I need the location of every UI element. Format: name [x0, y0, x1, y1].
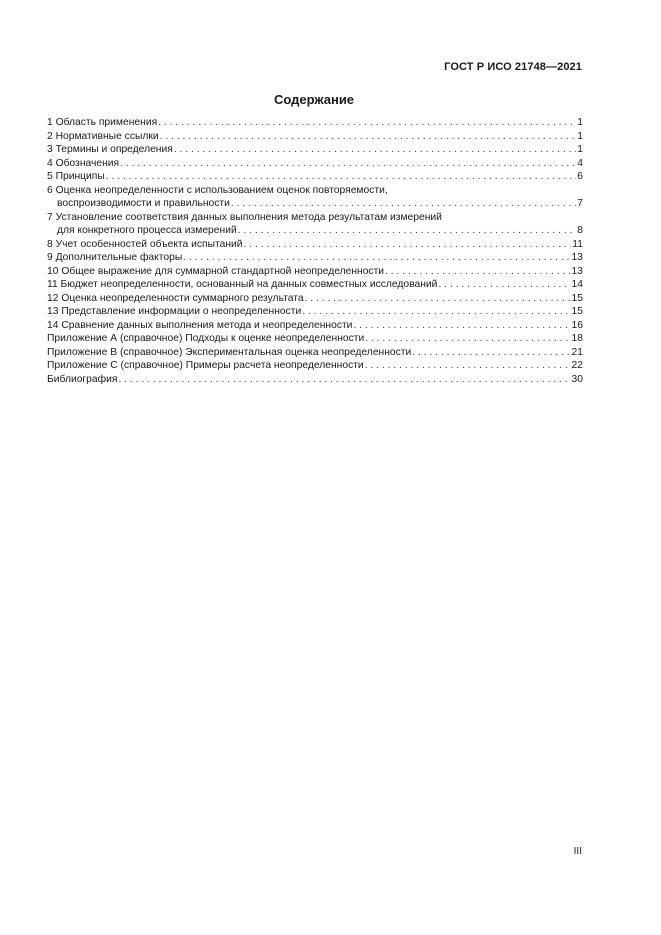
toc-dot-leader [120, 157, 576, 171]
toc-entry-title: 1 Область применения [47, 117, 158, 128]
toc-entry-page: 13 [571, 265, 583, 277]
toc-entry-page: 6 [577, 171, 583, 182]
toc-dot-leader [244, 238, 572, 252]
toc-entry[interactable] [47, 130, 583, 144]
toc-entry-line [47, 238, 583, 252]
toc-entry-line [47, 332, 583, 346]
toc-entry-line [47, 278, 583, 292]
toc-dot-leader [183, 251, 570, 265]
toc-entry-title: 2 Нормативные ссылки [47, 130, 159, 142]
toc-entry-line [47, 197, 583, 211]
toc-entry-page: 30 [571, 373, 583, 385]
toc-entry-title: Приложение С (справочное) Примеры расчета неопределенности [47, 360, 364, 371]
toc-dot-leader [385, 265, 570, 279]
toc-entry-line [47, 211, 583, 225]
toc-entry-line [47, 292, 583, 306]
toc-entry[interactable] [47, 143, 583, 157]
toc-entry-page: 13 [571, 252, 583, 263]
toc-dot-leader [438, 278, 570, 292]
toc-dot-leader [231, 197, 576, 211]
toc-entry-title: 8 Учет особенностей объекта испытаний [47, 238, 243, 250]
toc-entry-title: 4 Обозначения [47, 157, 120, 169]
toc-entry-title: 6 Оценка неопределенности с использованием оценок повторяемости, [47, 184, 388, 196]
toc-entry-page: 16 [571, 319, 583, 331]
toc-entry-line [47, 346, 583, 360]
toc-entry[interactable] [47, 346, 583, 360]
toc-entry-line [47, 305, 583, 319]
toc-entry-page: 15 [571, 306, 583, 317]
toc-entry[interactable] [47, 184, 583, 211]
toc-entry-line [47, 184, 583, 198]
toc-entry[interactable] [47, 170, 583, 184]
toc-entry-page: 7 [577, 198, 583, 209]
toc-entry-line [47, 373, 583, 387]
toc-entry-page: 1 [577, 144, 583, 155]
toc-entry-title: 13 Представление информации о неопределенности [47, 306, 302, 317]
toc-entry-line [47, 116, 583, 130]
toc-entry[interactable] [47, 211, 583, 238]
toc-dot-leader [160, 130, 577, 144]
toc-entry[interactable] [47, 305, 583, 319]
toc-dot-leader [365, 359, 571, 373]
toc-entry-page: 22 [571, 360, 583, 371]
toc-entry-page: 1 [577, 130, 583, 142]
toc-entry-line [47, 170, 583, 184]
toc-entry-page: 1 [577, 117, 583, 128]
toc-entry-page: 8 [577, 225, 583, 236]
toc-entry-line [47, 359, 583, 373]
toc-dot-leader [158, 116, 576, 130]
toc-entry[interactable] [47, 373, 583, 387]
toc-dot-leader [353, 319, 570, 333]
toc-entry-title: Библиография [47, 373, 118, 385]
toc-entry-title: Приложение В (справочное) Экспериментальная оценка неопределенности [47, 346, 412, 358]
toc-entry-line [47, 130, 583, 144]
page-number: III [573, 846, 582, 857]
toc-entry-line [47, 265, 583, 279]
toc-entry[interactable] [47, 116, 583, 130]
toc-dot-leader [305, 292, 571, 306]
toc-entry-title: 7 Установление соответствия данных выполнения метода результатам измерений [47, 211, 442, 223]
toc-entry-title: 5 Принципы [47, 171, 105, 182]
toc-entry-line [47, 157, 583, 171]
toc-entry-title: воспроизводимости и правильности [57, 198, 230, 209]
toc-entry-title: 9 Дополнительные факторы [47, 252, 183, 263]
toc-entry[interactable] [47, 265, 583, 279]
toc-entry[interactable] [47, 251, 583, 265]
document-code: ГОСТ Р ИСО 21748—2021 [444, 61, 582, 73]
toc-entry[interactable] [47, 238, 583, 252]
toc-entry-title: Приложение А (справочное) Подходы к оценке неопределенности [47, 333, 365, 344]
toc-entry-page: 15 [571, 292, 583, 304]
toc-entry[interactable] [47, 359, 583, 373]
toc-dot-leader [412, 346, 570, 360]
toc-dot-leader [238, 224, 577, 238]
toc-entry-title: 11 Бюджет неопределенности, основанный на данных совместных исследований [47, 279, 438, 290]
toc-entry[interactable] [47, 332, 583, 346]
toc-entry-page: 21 [571, 346, 583, 358]
toc-entry-line [47, 224, 583, 238]
toc-dot-leader [106, 170, 576, 184]
toc-title: Содержание [273, 92, 355, 107]
toc-entry-title: 10 Общее выражение для суммарной стандартной неопределенности [47, 265, 385, 277]
toc-entry-line [47, 319, 583, 333]
toc-entry[interactable] [47, 292, 583, 306]
toc-dot-leader [302, 305, 570, 319]
toc-entry-title: 12 Оценка неопределенности суммарного результата [47, 292, 304, 304]
toc-entry[interactable] [47, 319, 583, 333]
toc-entry-page: 4 [577, 157, 583, 169]
toc-entry-title: 14 Сравнение данных выполнения метода и неопределенности [47, 319, 353, 331]
toc-entry-page: 11 [572, 238, 583, 250]
toc-entry-title: для конкретного процесса измерений [57, 225, 237, 236]
toc-entry[interactable] [47, 278, 583, 292]
toc-entry-title: 3 Термины и определения [47, 144, 173, 155]
toc-entry-page: 14 [571, 279, 583, 290]
toc-entry[interactable] [47, 157, 583, 171]
table-of-contents [47, 116, 583, 386]
toc-entry-line [47, 251, 583, 265]
toc-entry-page: 18 [571, 333, 583, 344]
toc-dot-leader [118, 373, 570, 387]
toc-dot-leader [365, 332, 570, 346]
toc-dot-leader [174, 143, 576, 157]
toc-entry-line [47, 143, 583, 157]
